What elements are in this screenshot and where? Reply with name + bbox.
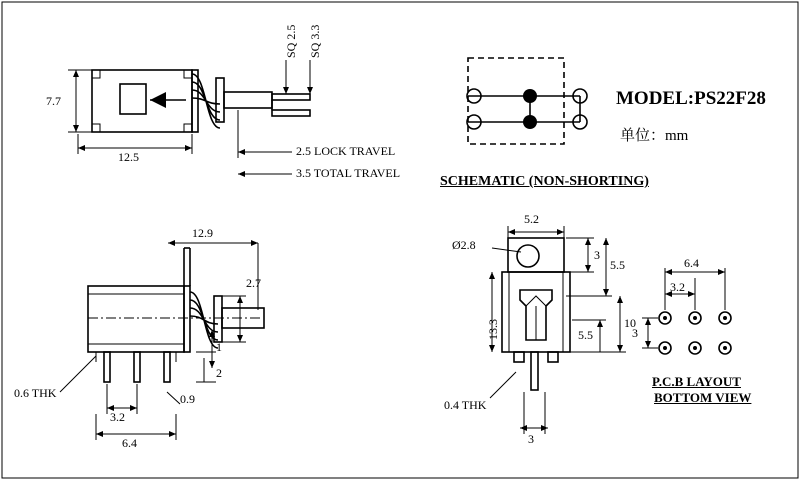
dim-end-5-5-bottom: 5.5	[578, 328, 593, 342]
dim-pitch-6-4: 6.4	[122, 436, 137, 450]
dim-plunger-2-7: 2.7	[246, 276, 261, 290]
dim-end-13-3: 13.3	[486, 319, 500, 340]
dim-thk-0-4: 0.4 THK	[444, 398, 487, 412]
dim-pitch-3-2: 3.2	[110, 410, 125, 424]
dim-pin-0-9: 0.9	[180, 392, 195, 406]
dim-height-7-7: 7.7	[46, 94, 61, 108]
pcb-caption-line-1: P.C.B LAYOUT	[652, 374, 741, 389]
dim-sq-3-3: SQ 3.3	[308, 24, 322, 58]
schematic-caption: SCHEMATIC (NON-SHORTING)	[440, 174, 649, 189]
dim-pcb-3: 3	[632, 326, 638, 340]
dim-pcb-3-2: 3.2	[670, 280, 685, 294]
pcb-caption-line-2: BOTTOM VIEW	[654, 390, 752, 405]
dim-pcb-6-4: 6.4	[684, 256, 699, 270]
dim-body-length-12-5: 12.5	[118, 150, 139, 164]
dim-sq-2-5: SQ 2.5	[284, 24, 298, 58]
model-label: MODEL:PS22F28	[616, 88, 766, 109]
dim-end-3: 3	[594, 248, 600, 262]
dim-end-pin-3: 3	[528, 432, 534, 446]
dim-hole-dia-2-8: Ø2.8	[452, 238, 476, 252]
dim-overall-12-9: 12.9	[192, 226, 213, 240]
dim-thk-0-6: 0.6 THK	[14, 386, 57, 400]
dim-end-5-5-top: 5.5	[610, 258, 625, 272]
dim-width-5-2: 5.2	[524, 212, 539, 226]
dim-total-travel: 3.5 TOTAL TRAVEL	[296, 166, 401, 180]
dim-end-10: 10	[624, 316, 636, 330]
dim-pin-1: 1	[216, 340, 222, 354]
unit-label: 单位：mm	[620, 128, 689, 144]
dim-pin-2: 2	[216, 366, 222, 380]
dim-lock-travel: 2.5 LOCK TRAVEL	[296, 144, 396, 158]
